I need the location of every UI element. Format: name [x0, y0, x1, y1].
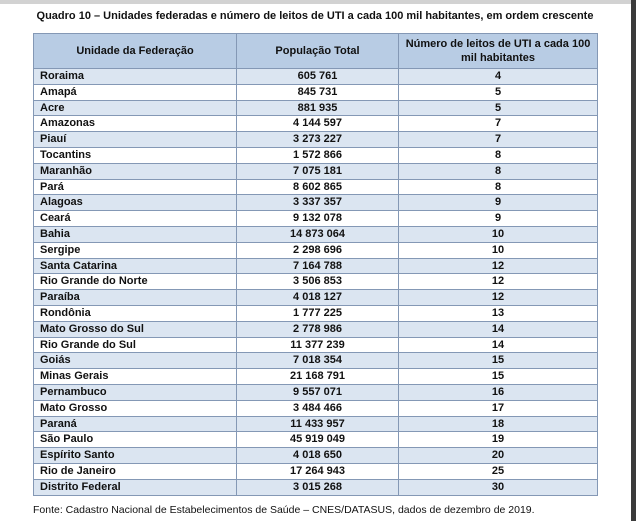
population-cell: 1 777 225 [237, 305, 399, 321]
population-cell: 11 377 239 [237, 337, 399, 353]
table-row [34, 84, 598, 100]
state-cell: Sergipe [34, 242, 237, 258]
beds-cell: 12 [399, 274, 598, 290]
state-cell: Pará [34, 179, 237, 195]
table-row [34, 290, 598, 306]
state-cell: Minas Gerais [34, 369, 237, 385]
beds-cell: 7 [399, 116, 598, 132]
table-row [34, 305, 598, 321]
population-cell: 7 018 354 [237, 353, 399, 369]
state-cell: Mato Grosso do Sul [34, 321, 237, 337]
population-cell: 9 557 071 [237, 384, 399, 400]
population-cell: 3 015 268 [237, 479, 399, 495]
state-cell: Maranhão [34, 163, 237, 179]
beds-cell: 10 [399, 242, 598, 258]
population-cell: 881 935 [237, 100, 399, 116]
table-row [34, 258, 598, 274]
population-cell: 4 144 597 [237, 116, 399, 132]
table-row [34, 337, 598, 353]
beds-cell: 8 [399, 147, 598, 163]
beds-cell: 16 [399, 384, 598, 400]
table-row [34, 463, 598, 479]
population-cell: 7 164 788 [237, 258, 399, 274]
table-row [34, 321, 598, 337]
table-row [34, 369, 598, 385]
state-cell: Bahia [34, 226, 237, 242]
state-cell: Piauí [34, 132, 237, 148]
table-row [34, 242, 598, 258]
beds-cell: 8 [399, 179, 598, 195]
state-cell: Alagoas [34, 195, 237, 211]
population-cell: 21 168 791 [237, 369, 399, 385]
beds-cell: 19 [399, 432, 598, 448]
table-row [34, 211, 598, 227]
population-cell: 3 484 466 [237, 400, 399, 416]
beds-cell: 15 [399, 353, 598, 369]
state-cell: Amazonas [34, 116, 237, 132]
table-row [34, 69, 598, 85]
beds-cell: 7 [399, 132, 598, 148]
state-cell: Rondônia [34, 305, 237, 321]
beds-cell: 30 [399, 479, 598, 495]
population-cell: 7 075 181 [237, 163, 399, 179]
beds-cell: 15 [399, 369, 598, 385]
beds-cell: 13 [399, 305, 598, 321]
beds-cell: 12 [399, 258, 598, 274]
population-cell: 2 778 986 [237, 321, 399, 337]
table-row [34, 400, 598, 416]
document-page [33, 4, 597, 527]
table-row [34, 274, 598, 290]
state-cell: Rio de Janeiro [34, 463, 237, 479]
beds-cell: 17 [399, 400, 598, 416]
population-cell: 3 273 227 [237, 132, 399, 148]
state-cell: Acre [34, 100, 237, 116]
table-row [34, 132, 598, 148]
population-cell: 845 731 [237, 84, 399, 100]
beds-cell: 18 [399, 416, 598, 432]
table-row [34, 226, 598, 242]
table-row [34, 100, 598, 116]
state-cell: Goiás [34, 353, 237, 369]
beds-cell: 8 [399, 163, 598, 179]
table-row [34, 116, 598, 132]
beds-cell: 4 [399, 69, 598, 85]
column-header-unidade-da-federacao: Unidade da Federação [34, 34, 237, 69]
population-cell: 3 337 357 [237, 195, 399, 211]
source-note: Fonte: Cadastro Nacional de Estabelecimentos de Saúde – CNES/DATASUS, dados de dezembro de 2019. [33, 503, 535, 516]
state-cell: Paraíba [34, 290, 237, 306]
uti-beds-table [33, 33, 598, 496]
table-row [34, 353, 598, 369]
state-cell: Rio Grande do Sul [34, 337, 237, 353]
beds-cell: 25 [399, 463, 598, 479]
state-cell: Pernambuco [34, 384, 237, 400]
population-cell: 2 298 696 [237, 242, 399, 258]
population-cell: 8 602 865 [237, 179, 399, 195]
population-cell: 4 018 650 [237, 448, 399, 464]
column-header-populacao-total: População Total [237, 34, 399, 69]
table-caption: Quadro 10 – Unidades federadas e número de leitos de UTI a cada 100 mil habitantes, em ordem crescente [36, 10, 594, 22]
window-edge-right [631, 0, 636, 521]
beds-cell: 5 [399, 100, 598, 116]
beds-cell: 10 [399, 226, 598, 242]
table-row [34, 448, 598, 464]
population-cell: 17 264 943 [237, 463, 399, 479]
population-cell: 9 132 078 [237, 211, 399, 227]
state-cell: Espírito Santo [34, 448, 237, 464]
table-row [34, 195, 598, 211]
beds-cell: 12 [399, 290, 598, 306]
beds-cell: 9 [399, 211, 598, 227]
population-cell: 45 919 049 [237, 432, 399, 448]
state-cell: Roraima [34, 69, 237, 85]
population-cell: 14 873 064 [237, 226, 399, 242]
state-cell: Mato Grosso [34, 400, 237, 416]
state-cell: Amapá [34, 84, 237, 100]
beds-cell: 14 [399, 321, 598, 337]
state-cell: Ceará [34, 211, 237, 227]
population-cell: 3 506 853 [237, 274, 399, 290]
state-cell: Distrito Federal [34, 479, 237, 495]
population-cell: 1 572 866 [237, 147, 399, 163]
population-cell: 11 433 957 [237, 416, 399, 432]
table-row [34, 179, 598, 195]
beds-cell: 20 [399, 448, 598, 464]
population-cell: 4 018 127 [237, 290, 399, 306]
beds-cell: 9 [399, 195, 598, 211]
state-cell: Paraná [34, 416, 237, 432]
beds-cell: 14 [399, 337, 598, 353]
column-header-leitos-uti: Número de leitos de UTI a cada 100 mil habitantes [399, 34, 598, 69]
state-cell: São Paulo [34, 432, 237, 448]
state-cell: Rio Grande do Norte [34, 274, 237, 290]
population-cell: 605 761 [237, 69, 399, 85]
state-cell: Tocantins [34, 147, 237, 163]
table-row [34, 479, 598, 495]
table-row [34, 384, 598, 400]
table-row [34, 147, 598, 163]
table-row [34, 163, 598, 179]
table-row [34, 432, 598, 448]
state-cell: Santa Catarina [34, 258, 237, 274]
beds-cell: 5 [399, 84, 598, 100]
table-row [34, 416, 598, 432]
table-header-row [34, 34, 598, 69]
